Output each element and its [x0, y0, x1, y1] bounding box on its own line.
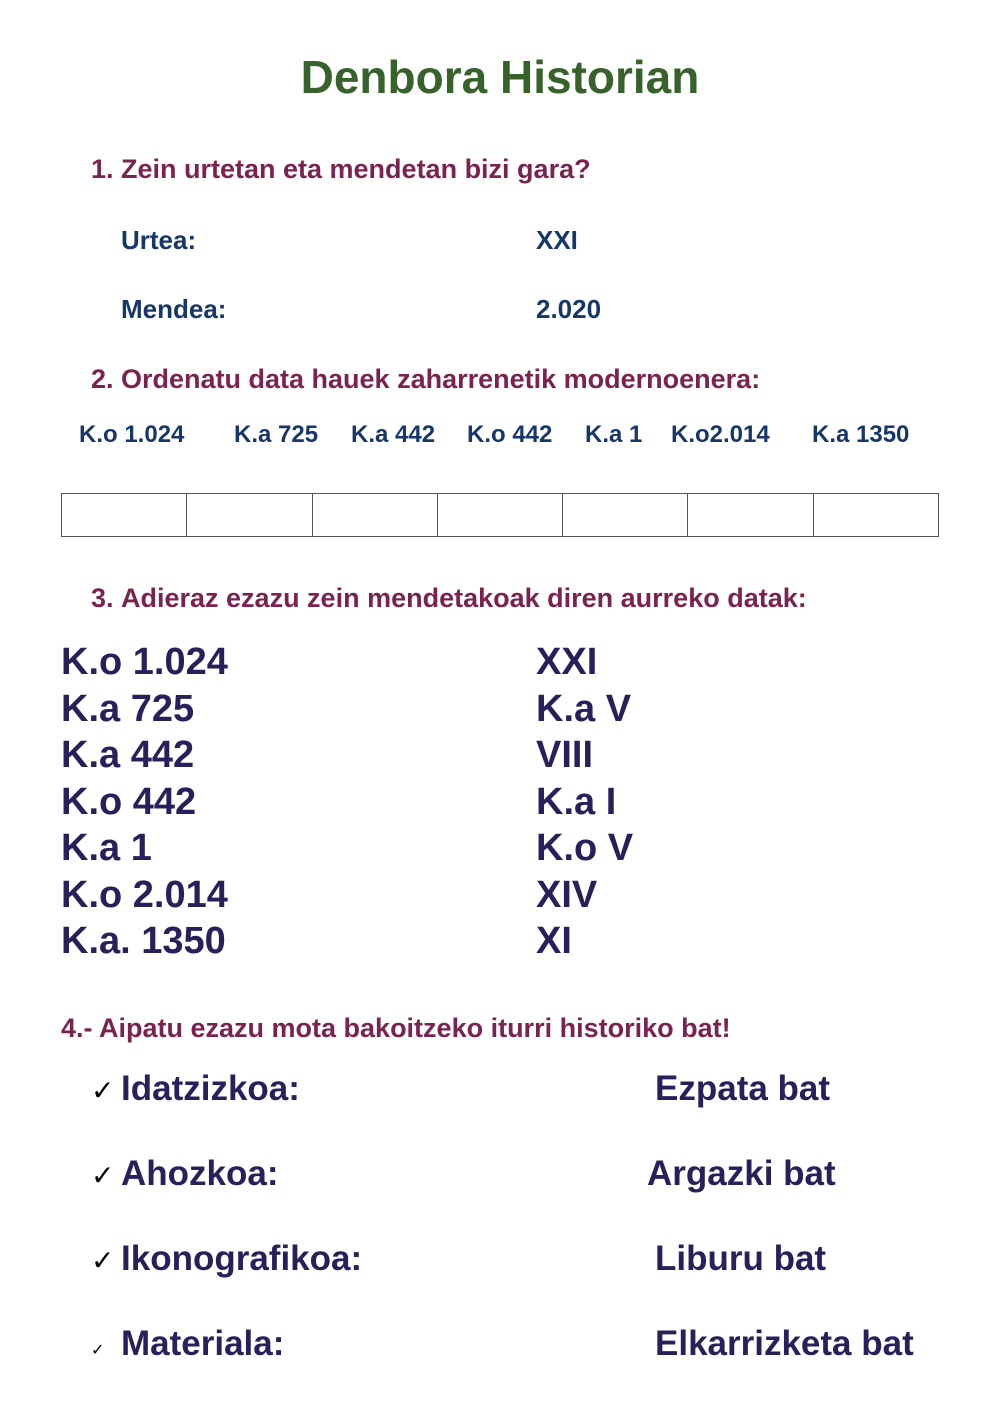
date-item[interactable]: K.o2.014: [671, 421, 770, 448]
source-type-row: [91, 1069, 300, 1109]
date-item[interactable]: K.a 725: [234, 421, 319, 448]
question-1: [91, 154, 591, 185]
question-2-text: Ordenatu data hauek zaharrenetik modernoenera:: [121, 364, 761, 394]
ordering-drop-slot[interactable]: [813, 494, 938, 537]
match-date[interactable]: K.o 2.014: [61, 873, 228, 916]
question-3-number: 3.: [91, 583, 114, 613]
year-value[interactable]: XXI: [536, 225, 578, 255]
question-4-text: 4.- Aipatu ezazu mota bakoitzeko iturri historiko bat!: [61, 1013, 731, 1043]
checkmark-icon: ✓: [91, 1160, 115, 1191]
date-item[interactable]: K.a 442: [351, 421, 436, 448]
century-value[interactable]: 2.020: [536, 294, 602, 324]
question-3-text: Adieraz ezazu zein mendetakoak diren aurreko datak:: [121, 583, 807, 613]
date-item[interactable]: K.a 1: [585, 421, 643, 448]
question-1-number: 1.: [91, 154, 114, 184]
match-century[interactable]: K.a I: [536, 780, 617, 823]
match-century[interactable]: XXI: [536, 641, 598, 683]
ordering-drop-slot[interactable]: [312, 494, 437, 537]
century-label: Mendea:: [121, 294, 227, 324]
question-2: [91, 364, 760, 395]
source-answer[interactable]: Liburu bat: [655, 1239, 827, 1278]
match-date[interactable]: K.o 1.024: [61, 641, 228, 683]
source-answer[interactable]: Argazki bat: [647, 1154, 836, 1193]
source-answer[interactable]: Ezpata bat: [655, 1069, 831, 1108]
date-item[interactable]: K.o 442: [467, 421, 553, 448]
ordering-drop-slot[interactable]: [563, 494, 688, 537]
date-item[interactable]: K.o 1.024: [79, 421, 185, 448]
year-label: Urtea:: [121, 225, 197, 255]
source-type-label: Materiala:: [121, 1324, 285, 1363]
match-century[interactable]: VIII: [536, 734, 594, 776]
source-type-row: [91, 1239, 362, 1279]
match-date[interactable]: K.a 1: [61, 827, 152, 869]
match-date[interactable]: K.a 442: [61, 734, 195, 776]
question-1-text: Zein urtetan eta mendetan bizi gara?: [121, 154, 591, 184]
ordering-drop-slot[interactable]: [187, 494, 312, 537]
source-type-row: [91, 1324, 284, 1364]
match-century[interactable]: XI: [536, 920, 572, 962]
century-list-right: [536, 639, 633, 965]
ordering-drop-slot[interactable]: [688, 494, 813, 537]
match-century[interactable]: XIV: [536, 873, 598, 916]
date-list-left: [61, 639, 228, 965]
date-item[interactable]: K.a 1350: [812, 421, 910, 448]
source-type-label: Ahozkoa:: [121, 1154, 279, 1193]
source-type-label: Ikonografikoa:: [121, 1239, 363, 1278]
source-answer[interactable]: Elkarrizketa bat: [655, 1324, 914, 1363]
source-type-row: [91, 1154, 279, 1194]
ordering-drop-slot[interactable]: [437, 494, 562, 537]
checkmark-icon: ✓: [91, 1342, 105, 1359]
checkmark-icon: ✓: [91, 1245, 115, 1276]
ordering-drop-slot[interactable]: [62, 494, 187, 537]
match-date[interactable]: K.o 442: [61, 780, 197, 823]
match-century[interactable]: K.o V: [536, 827, 634, 869]
match-century[interactable]: K.a V: [536, 687, 632, 730]
checkmark-icon: ✓: [91, 1075, 115, 1106]
source-type-label: Idatzizkoa:: [121, 1069, 300, 1108]
page-title: Denbora Historian: [300, 51, 700, 103]
match-date[interactable]: K.a. 1350: [61, 920, 226, 962]
question-2-number: 2.: [91, 364, 114, 394]
ordering-answer-table: [61, 493, 939, 537]
question-3: [91, 583, 807, 614]
match-date[interactable]: K.a 725: [61, 687, 195, 730]
